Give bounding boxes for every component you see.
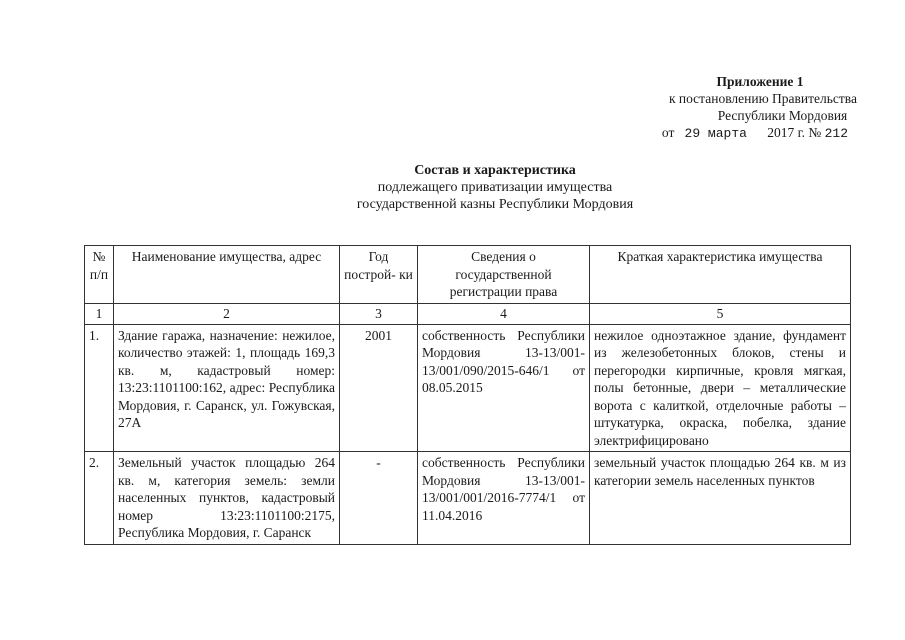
row-description: нежилое одноэтажное здание, фундамент из железобетонных блоков, стены и перегородки кирпичные, кровля мягкая, полы бетонные, двери – металлические ворота с калиткой, отделочные работы – штукатурка, окраска, побелка, здание электрифицировано [590, 324, 851, 452]
property-table [84, 245, 851, 545]
appendix-date-prefix: от [661, 125, 675, 140]
appendix-title: Приложение 1 [716, 74, 804, 89]
appendix-line-3: Республики Мордовия [717, 108, 848, 123]
document-heading [300, 162, 690, 213]
table-row [85, 452, 851, 545]
appendix-date-value: 29 марта [684, 126, 747, 141]
row-number: 2. [85, 452, 114, 545]
appendix-year: 2017 г. № [767, 125, 822, 140]
row-registration-info: собственность Республики Мордовия 13-13/001-13/001/090/2015-646/1 от 08.05.2015 [418, 324, 590, 452]
header-cell-registration: Сведения о государственной регистрации права [418, 246, 590, 304]
table-header-row [85, 246, 851, 304]
table-row [85, 324, 851, 452]
column-number: 1 [85, 303, 114, 324]
appendix-block [560, 73, 905, 142]
header-cell-number: № п/п [85, 246, 114, 304]
row-registration-info: собственность Республики Мордовия 13-13/001-13/001/001/2016-7774/1 от 11.04.2016 [418, 452, 590, 545]
appendix-date-line [560, 124, 905, 142]
document-title: Состав и характеристика [414, 163, 576, 178]
row-number: 1. [85, 324, 114, 452]
header-cell-year: Год построй- ки [340, 246, 418, 304]
document-subtitle-1: подлежащего приватизации имущества [377, 180, 613, 195]
column-number-row [85, 303, 851, 324]
row-property-name: Земельный участок площадью 264 кв. м, категория земель: земли населенных пунктов, кадастровый номер 13:23:1101100:2175, Республика Мордовия, г. Саранск [114, 452, 340, 545]
row-description: земельный участок площадью 264 кв. м из категории земель населенных пунктов [590, 452, 851, 545]
column-number: 4 [418, 303, 590, 324]
row-construction-year: - [340, 452, 418, 545]
row-construction-year: 2001 [340, 324, 418, 452]
document-subtitle-2: государственной казны Республики Мордовия [356, 197, 634, 212]
header-cell-description: Краткая характеристика имущества [590, 246, 851, 304]
row-property-name: Здание гаража, назначение: нежилое, количество этажей: 1, площадь 169,3 кв. м, кадастровый номер: 13:23:1101100:162, адрес: Республика Мордовия, г. Саранск, ул. Гожувская, 27А [114, 324, 340, 452]
appendix-number: 212 [824, 126, 848, 141]
appendix-line-2: к постановлению Правительства [668, 91, 857, 106]
column-number: 2 [114, 303, 340, 324]
column-number: 5 [590, 303, 851, 324]
header-cell-name: Наименование имущества, адрес [114, 246, 340, 304]
column-number: 3 [340, 303, 418, 324]
